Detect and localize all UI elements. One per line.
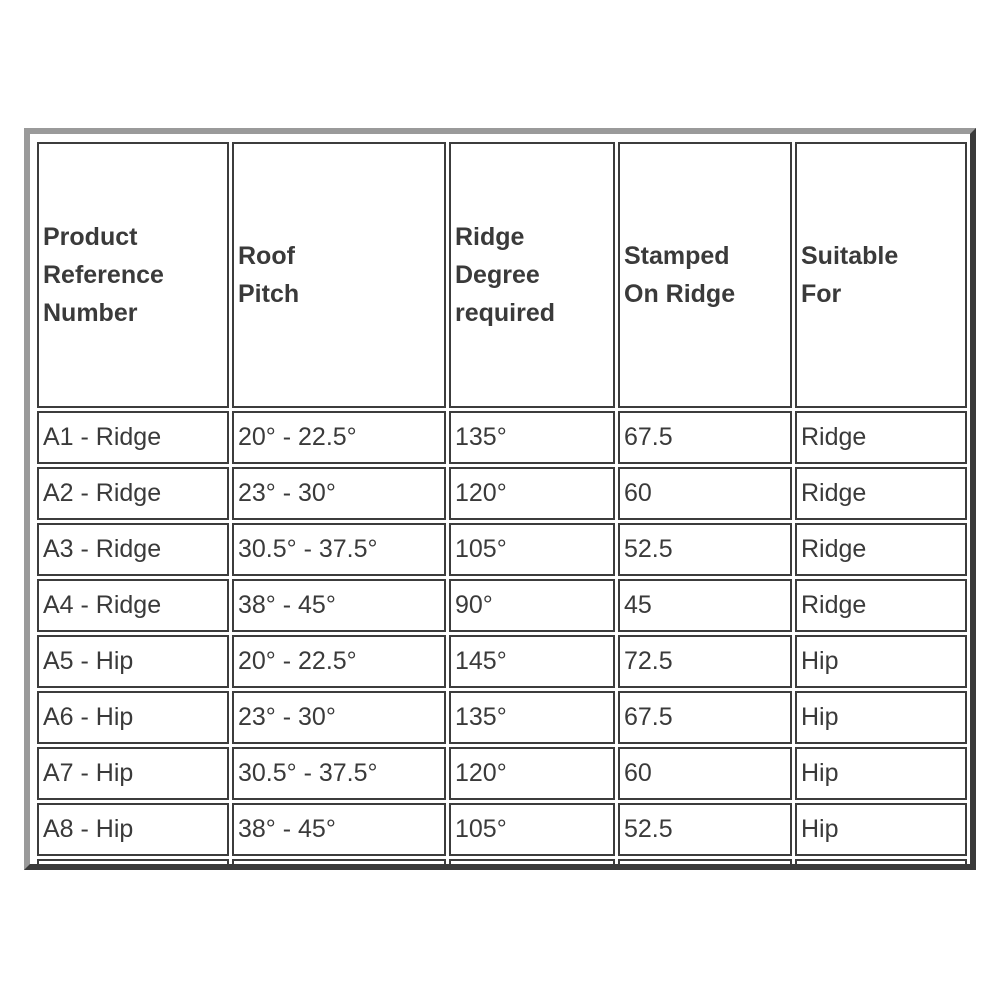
table-cell: 52.5	[618, 803, 792, 856]
table-body	[37, 411, 967, 870]
table-row	[37, 803, 967, 856]
table-cell: Ridge	[795, 579, 967, 632]
table-cell: 30.5° - 37.5°	[232, 523, 446, 576]
table-cell: 90°	[449, 579, 615, 632]
table-cell: A5 - Hip	[37, 635, 229, 688]
table-cell	[449, 859, 615, 870]
table-cell: Hip	[795, 635, 967, 688]
table-cell: Hip	[795, 691, 967, 744]
table-cell: 52.5	[618, 523, 792, 576]
table-row-partial	[37, 859, 967, 870]
table-cell: 38° - 45°	[232, 579, 446, 632]
table-cell: 135°	[449, 411, 615, 464]
table-cell: 72.5	[618, 635, 792, 688]
table-cell: 120°	[449, 747, 615, 800]
table-row	[37, 411, 967, 464]
table-cell	[795, 859, 967, 870]
table-cell: 145°	[449, 635, 615, 688]
table-cell: 23° - 30°	[232, 467, 446, 520]
table-cell: A1 - Ridge	[37, 411, 229, 464]
table-cell: 120°	[449, 467, 615, 520]
header-suitable-for: Suitable For	[795, 142, 967, 408]
table-row	[37, 635, 967, 688]
table-cell: 20° - 22.5°	[232, 411, 446, 464]
table-cell: 67.5	[618, 411, 792, 464]
table-cell: Hip	[795, 803, 967, 856]
header-product-reference-number: Product Reference Number	[37, 142, 229, 408]
table-cell: 38° - 45°	[232, 803, 446, 856]
product-table	[34, 139, 970, 870]
table-cell: Ridge	[795, 411, 967, 464]
table-cell: Ridge	[795, 523, 967, 576]
header-roof-pitch: Roof Pitch	[232, 142, 446, 408]
table-header	[37, 142, 967, 408]
table-row	[37, 523, 967, 576]
table-cell: 60	[618, 467, 792, 520]
header-row	[37, 142, 967, 408]
table-cell: A2 - Ridge	[37, 467, 229, 520]
table-cell: 105°	[449, 803, 615, 856]
table-cell: 30.5° - 37.5°	[232, 747, 446, 800]
table-cell: A7 - Hip	[37, 747, 229, 800]
table-cell: Hip	[795, 747, 967, 800]
table-cell: A8 - Hip	[37, 803, 229, 856]
table-cell: Ridge	[795, 467, 967, 520]
table-cell	[618, 859, 792, 870]
table-cell: 105°	[449, 523, 615, 576]
table-row	[37, 467, 967, 520]
table-row	[37, 579, 967, 632]
table-cell: A6 - Hip	[37, 691, 229, 744]
table-cell: 20° - 22.5°	[232, 635, 446, 688]
header-ridge-degree-required: Ridge Degree required	[449, 142, 615, 408]
table-frame	[24, 128, 976, 870]
table-cell: A4 - Ridge	[37, 579, 229, 632]
table-cell	[232, 859, 446, 870]
table-row	[37, 747, 967, 800]
table-cell: A3 - Ridge	[37, 523, 229, 576]
table-cell: 67.5	[618, 691, 792, 744]
header-stamped-on-ridge: Stamped On Ridge	[618, 142, 792, 408]
table-cell: 60	[618, 747, 792, 800]
table-cell: 45	[618, 579, 792, 632]
table-cell: 23° - 30°	[232, 691, 446, 744]
table-row	[37, 691, 967, 744]
table-cell	[37, 859, 229, 870]
table-cell: 135°	[449, 691, 615, 744]
